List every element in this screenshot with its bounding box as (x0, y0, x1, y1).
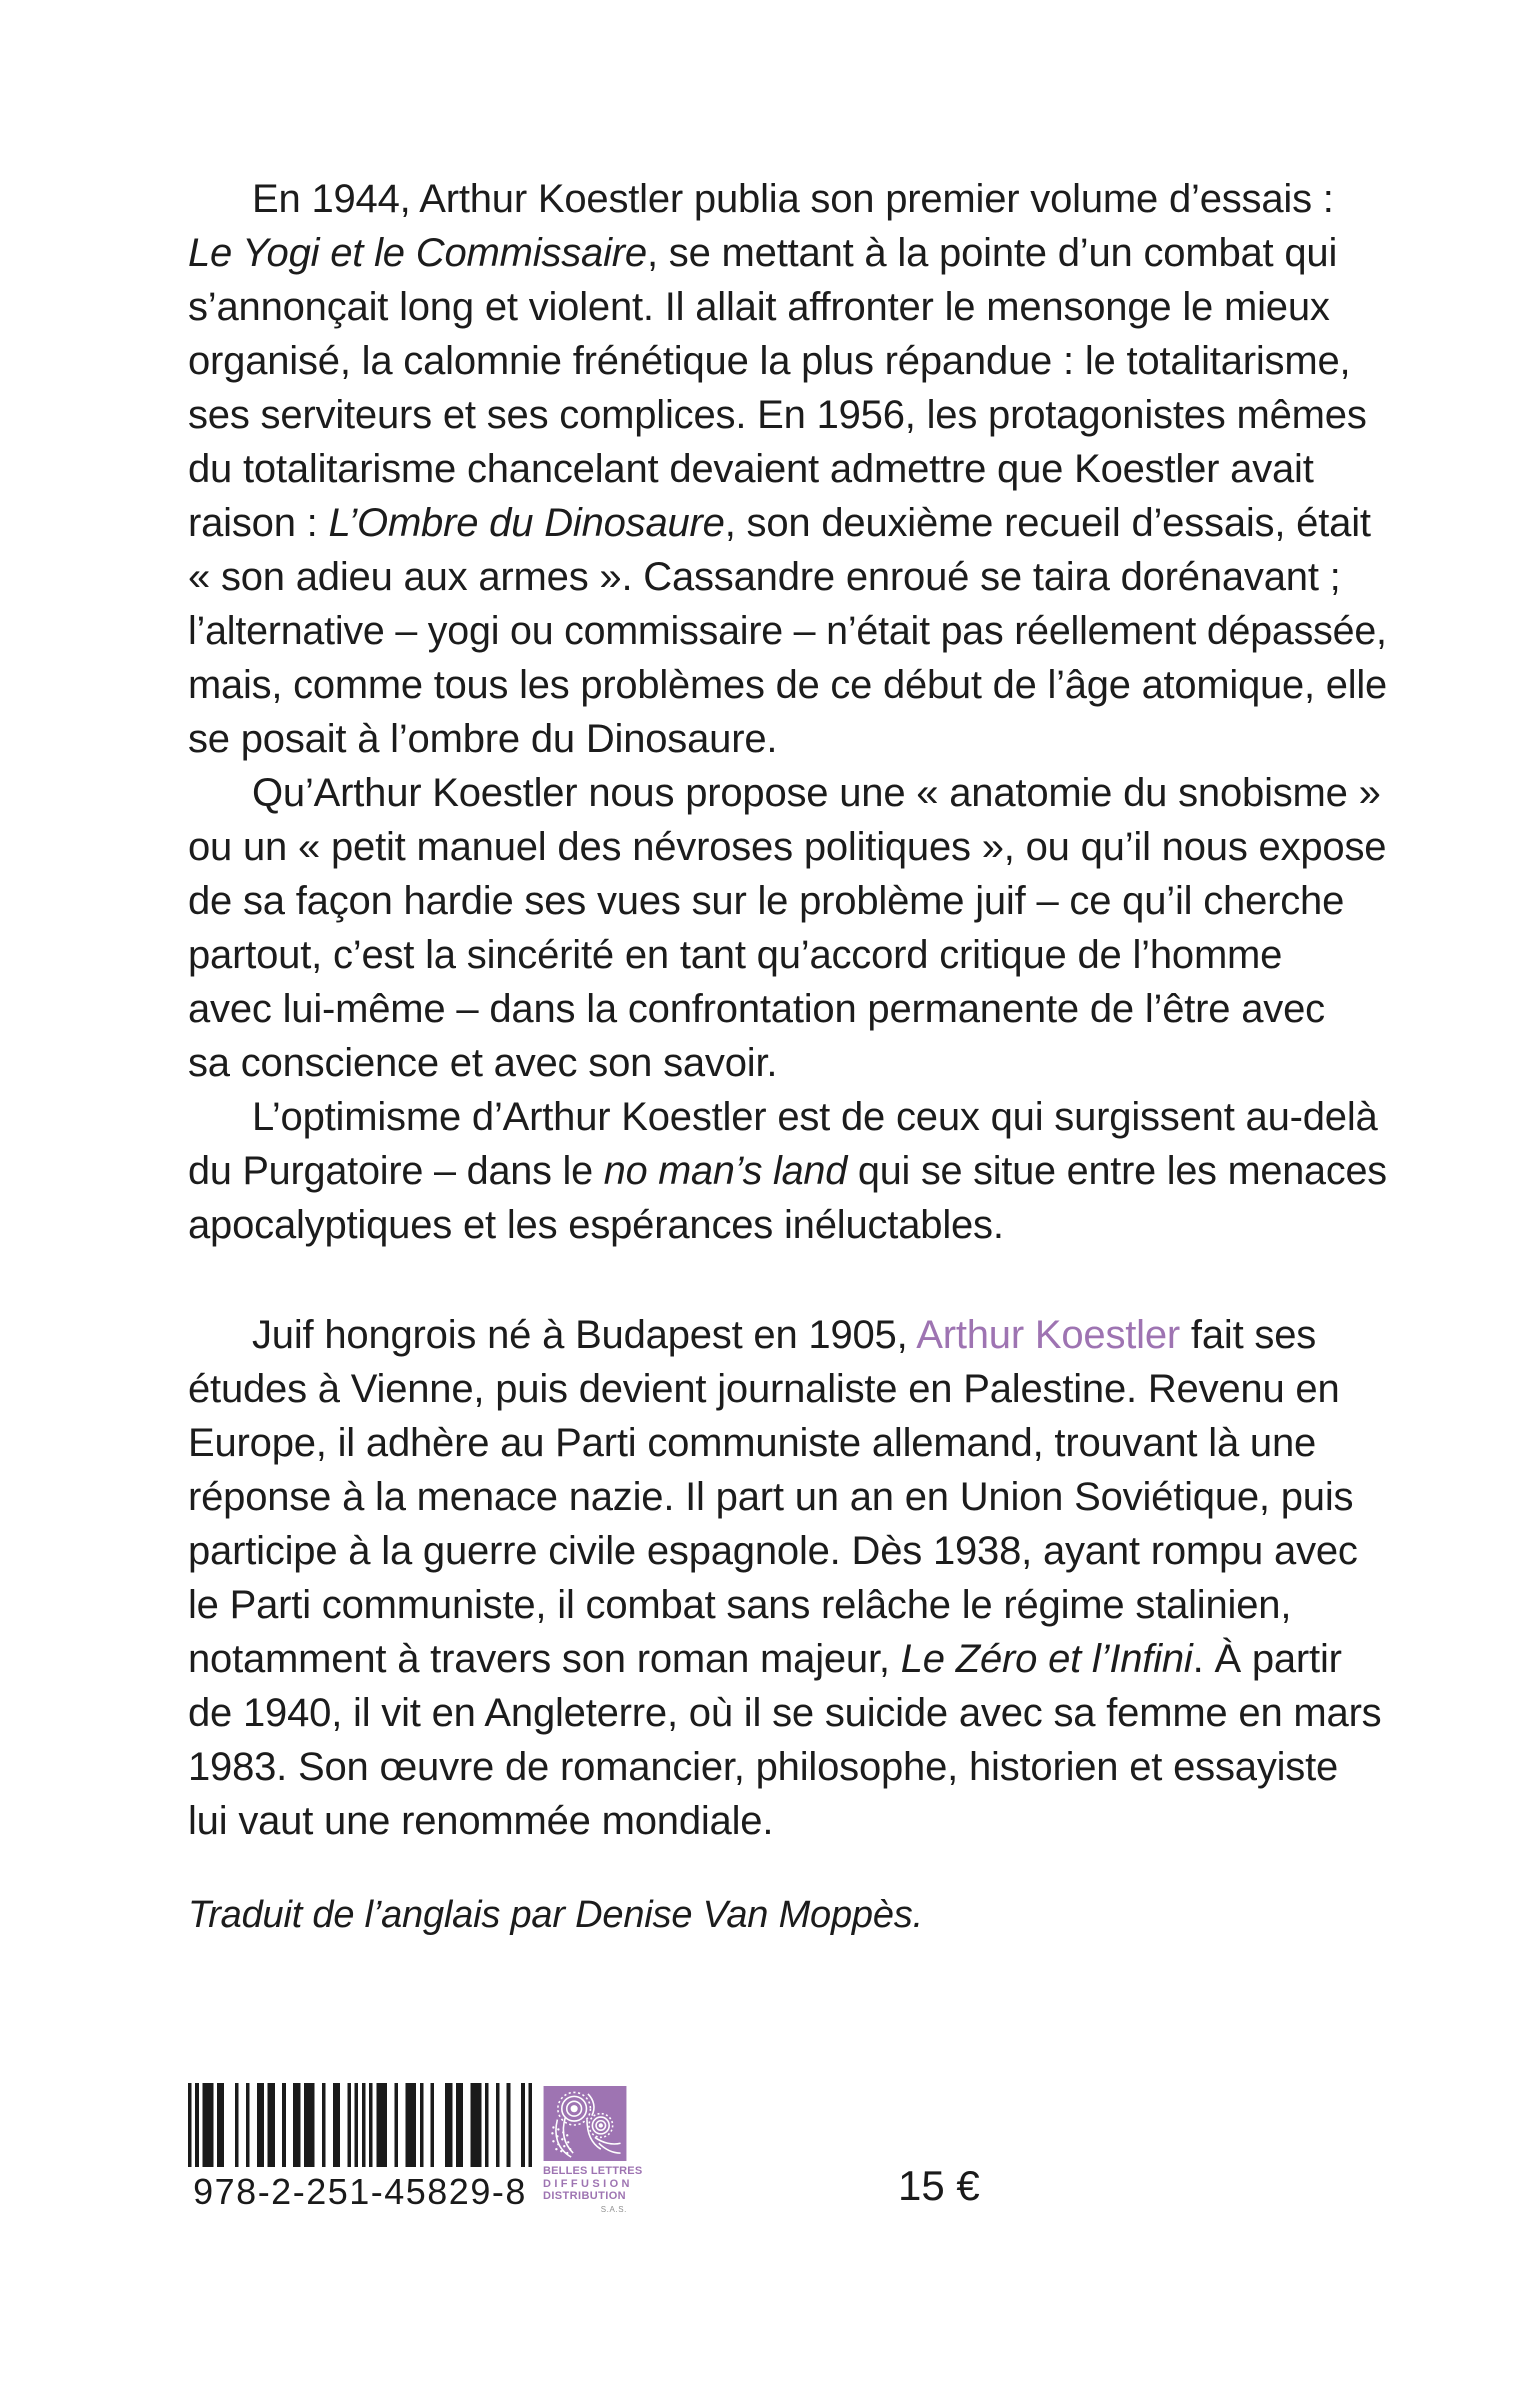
publisher-legal-form: S.A.S. (600, 2204, 627, 2214)
author-name-highlight: Arthur Koestler (916, 1313, 1181, 1357)
text-line: Le Yogi et le Commissaire, se mettant à la pointe d’un combat qui (188, 231, 1338, 275)
owl-logo-icon (543, 2086, 627, 2161)
body-text (188, 172, 1387, 1942)
text-line: participe à la guerre civile espagnole. Dès 1938, ayant rompu avec (188, 1529, 1358, 1573)
isbn-label: 978-2-251-45829-8 (193, 2171, 527, 2212)
paragraph (188, 1308, 1387, 1848)
price-label: 15 € (898, 2162, 980, 2209)
text-line: Europe, il adhère au Parti communiste allemand, trouvant là une (188, 1421, 1317, 1465)
text-line: ou un « petit manuel des névroses politiques », ou qu’il nous expose (188, 825, 1387, 869)
text-line: organisé, la calomnie frénétique la plus répandue : le totalitarisme, (188, 339, 1351, 383)
text-line: En 1944, Arthur Koestler publia son premier volume d’essais : (252, 177, 1334, 221)
text-line: sa conscience et avec son savoir. (188, 1041, 778, 1085)
text-line: 1983. Son œuvre de romancier, philosophe, historien et essayiste (188, 1745, 1339, 1789)
text-line: Qu’Arthur Koestler nous propose une « anatomie du snobisme » (252, 771, 1381, 815)
publisher-logo (543, 2086, 643, 2214)
text-line: ses serviteurs et ses complices. En 1956, les protagonistes mêmes (188, 393, 1367, 437)
paragraph (188, 766, 1387, 1090)
text-line: l’alternative – yogi ou commissaire – n’était pas réellement dépassée, (188, 609, 1387, 653)
ean13-barcode (188, 2083, 532, 2167)
text-line: Juif hongrois né à Budapest en 1905, Arthur Koestler fait ses (252, 1313, 1317, 1357)
text-line: lui vaut une renommée mondiale. (188, 1799, 774, 1843)
translator-credit: Traduit de l’anglais par Denise Van Moppès. (188, 1894, 923, 1936)
text-line: se posait à l’ombre du Dinosaure. (188, 717, 778, 761)
text-line: raison : L’Ombre du Dinosaure, son deuxième recueil d’essais, était (188, 501, 1371, 545)
text-line: s’annonçait long et violent. Il allait affronter le mensonge le mieux (188, 285, 1330, 329)
paragraph (188, 1090, 1387, 1252)
text-line: notamment à travers son roman majeur, Le Zéro et l’Infini. À partir (188, 1637, 1342, 1681)
text-line: mais, comme tous les problèmes de ce début de l’âge atomique, elle (188, 663, 1388, 707)
text-line: réponse à la menace nazie. Il part un an en Union Soviétique, puis (188, 1475, 1354, 1519)
text-line: le Parti communiste, il combat sans relâche le régime stalinien, (188, 1583, 1292, 1627)
text-line: « son adieu aux armes ». Cassandre enroué se taira dorénavant ; (188, 555, 1341, 599)
text-line: du Purgatoire – dans le no man’s land qui se situe entre les menaces (188, 1149, 1387, 1193)
text-line: de sa façon hardie ses vues sur le problème juif – ce qu’il cherche (188, 879, 1345, 923)
paragraph (188, 172, 1387, 766)
text-line: L’optimisme d’Arthur Koestler est de ceux qui surgissent au-delà (252, 1095, 1378, 1139)
text-line: avec lui-même – dans la confrontation permanente de l’être avec (188, 987, 1325, 1031)
text-line: apocalyptiques et les espérances inéluctables. (188, 1203, 1004, 1247)
publisher-name: BELLES LETTRES (543, 2165, 643, 2177)
text-line: de 1940, il vit en Angleterre, où il se suicide avec sa femme en mars (188, 1691, 1382, 1735)
publisher-distribution-label: DISTRIBUTION (543, 2190, 627, 2202)
text-line: partout, c’est la sincérité en tant qu’accord critique de l’homme (188, 933, 1283, 977)
text-line: études à Vienne, puis devient journaliste en Palestine. Revenu en (188, 1367, 1340, 1411)
publisher-diffusion-label: DIFFUSION (543, 2177, 633, 2190)
text-line: du totalitarisme chancelant devaient admettre que Koestler avait (188, 447, 1314, 491)
